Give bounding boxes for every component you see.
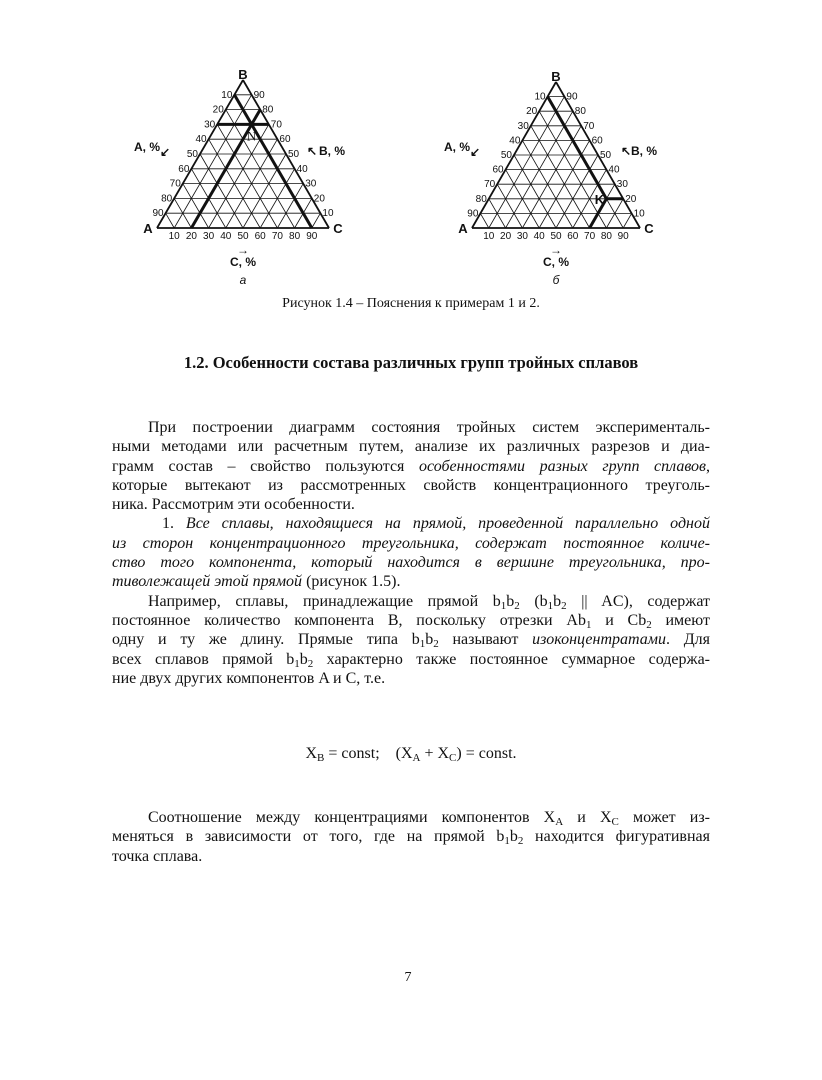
arrow-right-icon: → xyxy=(237,243,249,257)
text-line xyxy=(112,476,710,495)
tick-label-a: 50 xyxy=(500,150,512,161)
tick-label-b: 40 xyxy=(608,164,620,176)
text-run: При построении диаграмм состояния тройных систем эксперименталь- xyxy=(148,419,710,436)
subscript: 2 xyxy=(514,599,520,612)
tick-label-a: 90 xyxy=(467,208,479,220)
text-run: находится фигуративная xyxy=(523,828,710,846)
italic-text: тиволежащей этой прямой xyxy=(112,573,303,591)
axis-label-a: A, % xyxy=(443,140,470,154)
text-line xyxy=(112,592,710,611)
subscript: 1 xyxy=(419,638,426,651)
text-run: = const; (X xyxy=(324,745,413,762)
tick-label-b: 90 xyxy=(253,89,265,101)
body-text xyxy=(112,418,710,688)
grid-line-a xyxy=(514,155,556,228)
tick-label-a: 60 xyxy=(492,164,504,176)
vertex-label-a: A xyxy=(458,221,468,236)
point-label-n: N xyxy=(246,128,257,144)
text-run: b xyxy=(509,828,518,846)
vertex-label-b: B xyxy=(551,69,561,84)
italic-text: изоконцентратами xyxy=(532,631,666,649)
axis-label-c: C, % xyxy=(542,255,570,269)
tick-label-c: 30 xyxy=(203,231,215,242)
subscript: 1 xyxy=(585,618,592,631)
text-run: b xyxy=(506,592,515,610)
tick-label-a: 60 xyxy=(178,163,190,175)
subscript: 1 xyxy=(504,835,510,848)
subscript: C xyxy=(449,752,457,764)
axis-label-a: A, % xyxy=(133,140,160,154)
subscript: 2 xyxy=(517,835,524,848)
tick-label-a: 30 xyxy=(517,120,529,132)
subscript: 2 xyxy=(561,599,567,612)
text-run: 1. xyxy=(162,515,186,533)
text-run: Соотношение между концентрациями компонентов X xyxy=(148,809,556,826)
italic-text: из сторон концентрационного треугольника, содержат постоянное количе- xyxy=(112,534,710,552)
text-run: всех сплавов прямой b xyxy=(112,650,295,668)
subscript: C xyxy=(611,816,619,828)
tick-label-a: 20 xyxy=(526,106,538,118)
tick-label-b: 90 xyxy=(566,91,578,103)
vertex-label-c: C xyxy=(644,221,654,236)
text-run: характерно также постоянное суммарное содержа- xyxy=(313,650,710,668)
point-label-k: K xyxy=(594,191,605,207)
text-line xyxy=(112,611,710,630)
tick-label-b: 20 xyxy=(313,193,325,205)
section-heading: 1.2. Особенности состава различных групп тройных сплавов xyxy=(183,353,639,372)
grid-line-a xyxy=(166,213,175,228)
vertex-label-b: B xyxy=(238,67,248,82)
text-line xyxy=(112,437,710,456)
text-run: b xyxy=(299,650,308,668)
tick-label-b: 10 xyxy=(633,208,645,220)
tick-label-c: 10 xyxy=(168,231,180,242)
arrow-up-left-icon: ↖ xyxy=(306,144,318,158)
tick-label-b: 70 xyxy=(270,119,282,131)
text-line xyxy=(112,847,710,866)
tick-label-c: 60 xyxy=(567,231,579,242)
tick-label-c: 50 xyxy=(237,231,249,242)
text-run: || AC), содержат xyxy=(566,592,710,610)
text-run: одну и ту же длину. Прямые типа b xyxy=(112,631,420,649)
text-run: b xyxy=(553,592,562,610)
tick-label-c: 60 xyxy=(254,231,266,242)
tick-label-c: 10 xyxy=(483,231,495,242)
text-run: (b xyxy=(519,592,548,610)
paragraph xyxy=(112,514,710,591)
subscript: A xyxy=(412,752,421,764)
subscript: 1 xyxy=(500,599,507,612)
italic-text: особенностями разных групп сплавов xyxy=(419,457,707,475)
text-line xyxy=(112,418,710,437)
tick-label-c: 90 xyxy=(306,231,318,242)
text-run: , xyxy=(706,457,711,475)
italic-text: Все сплавы, находящиеся на прямой, проведенной параллельно одной xyxy=(185,515,710,533)
text-line xyxy=(112,650,710,669)
tick-label-c: 20 xyxy=(500,231,512,242)
tick-label-c: 70 xyxy=(584,231,596,242)
text-run: меняться в зависимости от того, где на прямой b xyxy=(112,828,505,846)
tick-label-b: 60 xyxy=(279,134,291,146)
tick-label-b: 50 xyxy=(288,149,300,160)
text-run: (рисунок 1.5). xyxy=(302,573,401,591)
text-line xyxy=(112,630,710,649)
tick-label-c: 50 xyxy=(550,231,562,242)
figure-sublabel: б xyxy=(552,273,560,287)
tick-label-c: 80 xyxy=(600,231,612,242)
arrow-down-left-icon: ↙ xyxy=(159,145,170,159)
tick-label-c: 30 xyxy=(516,231,528,242)
text-run: и Cb xyxy=(591,611,647,629)
tick-label-a: 40 xyxy=(195,134,207,146)
tick-label-a: 30 xyxy=(204,119,216,131)
tick-label-a: 10 xyxy=(221,89,233,101)
text-run: X xyxy=(305,745,318,762)
tick-label-a: 70 xyxy=(484,179,496,191)
axis-label-b: B, % xyxy=(319,144,346,158)
text-run: точка сплава. xyxy=(112,847,203,865)
subscript: 1 xyxy=(294,657,300,670)
text-run: постоянное количество компонента B, поскольку отрезки Ab xyxy=(112,611,586,629)
tick-label-b: 80 xyxy=(262,104,274,116)
tick-label-b: 50 xyxy=(600,150,612,161)
text-line xyxy=(112,808,710,827)
tick-label-a: 20 xyxy=(212,104,224,116)
text-line xyxy=(112,669,710,688)
tick-label-c: 20 xyxy=(185,231,197,242)
text-run: которые вытекают из рассмотренных свойств концентрационного треуголь- xyxy=(112,476,710,494)
grid-line-a xyxy=(480,213,488,228)
axis-label-b: B, % xyxy=(631,144,658,158)
paragraph xyxy=(112,592,710,688)
subscript: 2 xyxy=(307,657,314,670)
text-run: . Для xyxy=(665,631,710,649)
tick-label-a: 90 xyxy=(152,208,164,220)
grid-line-a xyxy=(200,154,243,228)
subscript: 2 xyxy=(433,638,439,651)
paragraph xyxy=(112,418,710,514)
tick-label-a: 80 xyxy=(161,193,173,205)
tick-label-a: 80 xyxy=(475,193,487,205)
ternary-diagram-a xyxy=(133,67,370,290)
text-run: b xyxy=(425,631,434,649)
text-run: имеют xyxy=(651,611,711,629)
text-run: ными методами или расчетным путем, анализе их различных разрезов и диа- xyxy=(112,438,710,456)
subscript: 1 xyxy=(547,599,554,612)
figure-caption: Рисунок 1.4 – Пояснения к примерам 1 и 2. xyxy=(282,296,540,311)
text-run: + X xyxy=(420,745,450,762)
text-line xyxy=(112,514,710,533)
tick-label-c: 70 xyxy=(271,231,283,242)
tick-label-b: 10 xyxy=(322,208,334,220)
grid-line-c xyxy=(312,213,321,228)
grid-line-c xyxy=(556,155,598,228)
subscript: 2 xyxy=(646,618,652,631)
tick-label-b: 30 xyxy=(305,178,317,190)
tick-label-b: 20 xyxy=(625,193,637,205)
tick-label-c: 40 xyxy=(533,231,545,242)
vertex-label-c: C xyxy=(333,221,343,236)
text-line xyxy=(112,534,710,553)
axis-label-c: C, % xyxy=(229,255,257,269)
grid-line-c xyxy=(623,213,631,228)
tick-label-b: 70 xyxy=(583,120,595,132)
arrow-up-left-icon: ↖ xyxy=(620,144,632,158)
text-line xyxy=(112,827,710,846)
tick-label-a: 50 xyxy=(186,149,198,160)
arrow-right-icon: → xyxy=(550,243,562,257)
tick-label-b: 40 xyxy=(296,163,308,175)
tick-label-b: 30 xyxy=(616,179,628,191)
text-line xyxy=(112,457,710,476)
text-run: ) = const. xyxy=(456,745,517,762)
text-line xyxy=(112,572,710,591)
text-run: может из- xyxy=(618,809,710,826)
tick-label-a: 10 xyxy=(534,91,546,103)
tick-label-c: 90 xyxy=(617,231,629,242)
grid-line-a xyxy=(531,126,590,228)
text-run: ние двух других компонентов A и C, т.е. xyxy=(112,669,386,687)
text-run: Например, сплавы, принадлежащие прямой b xyxy=(148,592,501,610)
text-line xyxy=(112,495,710,514)
vertex-label-a: A xyxy=(143,221,153,236)
figure-sublabel: а xyxy=(239,273,247,287)
subscript: B xyxy=(317,752,325,764)
arrow-down-left-icon: ↙ xyxy=(469,145,480,159)
page-number: 7 xyxy=(404,970,412,985)
text-run: и X xyxy=(563,809,612,826)
subscript: A xyxy=(555,816,564,828)
formula xyxy=(0,745,822,763)
text-line xyxy=(112,553,710,572)
text-run: грамм состав – свойство пользуются xyxy=(112,457,419,475)
tick-label-c: 40 xyxy=(220,231,232,242)
tick-label-a: 40 xyxy=(509,135,521,147)
tick-label-c: 80 xyxy=(289,231,301,242)
paragraph xyxy=(112,808,710,866)
text-run: ника. Рассмотрим эти особенности. xyxy=(112,496,355,514)
ternary-diagram-b xyxy=(443,69,680,290)
tick-label-a: 70 xyxy=(169,178,181,190)
grid-line-c xyxy=(243,154,286,228)
tick-label-b: 80 xyxy=(574,106,586,118)
italic-text: ство того компонента, который находится в вершине треугольника, про- xyxy=(112,554,710,572)
text-run: называют xyxy=(438,631,533,649)
body-text-continued xyxy=(112,808,710,866)
tick-label-b: 60 xyxy=(591,135,603,147)
